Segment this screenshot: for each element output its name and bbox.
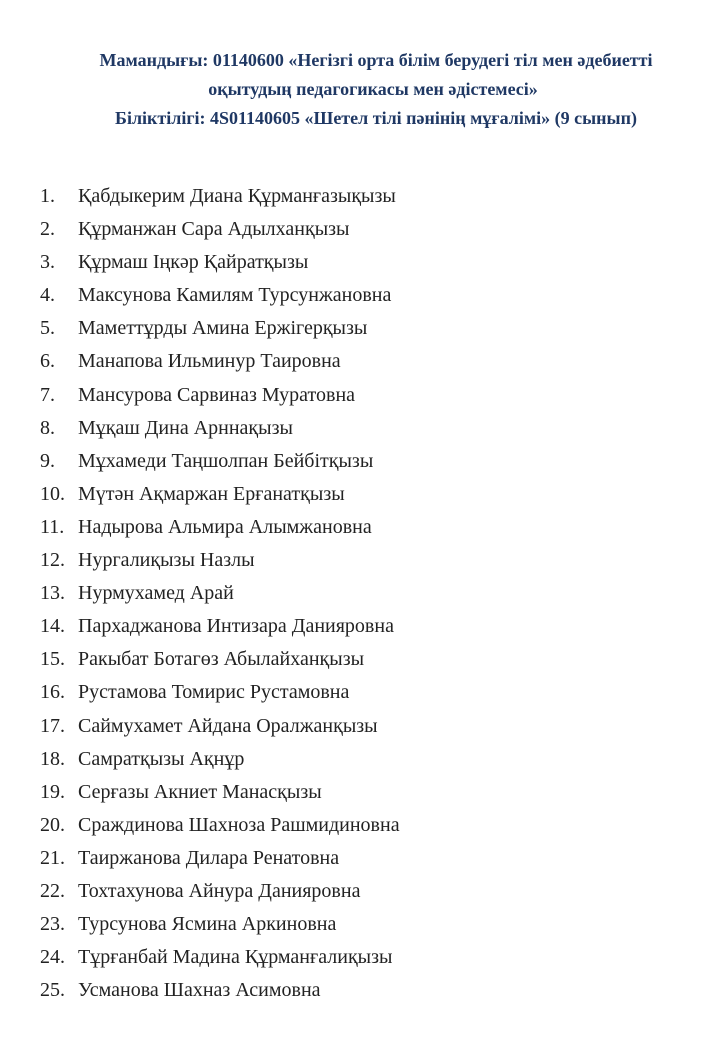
list-item [40,974,400,1007]
student-name: Нурмухамед Арай [78,582,234,605]
list-item [40,213,400,246]
list-item [40,246,400,279]
list-item [40,610,400,643]
list-item-number: 13. [40,582,65,605]
list-item [40,875,400,908]
list-item [40,312,400,345]
list-item-number: 3. [40,251,55,274]
student-name: Серғазы Акниет Манасқызы [78,780,322,803]
list-item [40,445,400,478]
list-item-number: 12. [40,549,65,572]
list-item [40,577,400,610]
list-item [40,412,400,445]
student-name: Рустамова Томирис Рустамовна [78,681,350,704]
student-name: Саймухамет Айдана Оралжанқызы [78,714,378,737]
list-item-number: 11. [40,515,65,538]
list-item-number: 16. [40,681,65,704]
list-item [40,842,400,875]
list-item-number: 25. [40,979,65,1002]
list-item [40,710,400,743]
student-name: Максунова Камилям Турсунжановна [78,284,392,307]
student-name: Тұрғанбай Мадина Құрманғалиқызы [78,946,393,969]
list-item-number: 21. [40,846,65,869]
list-item-number: 6. [40,350,55,373]
student-name: Самратқызы Ақнұр [78,747,245,770]
student-name: Надырова Альмира Алымжановна [78,515,372,538]
list-item [40,743,400,776]
student-list [40,180,400,1007]
list-item [40,776,400,809]
student-name: Турсунова Ясмина Аркиновна [78,913,337,936]
list-item [40,809,400,842]
student-name: Мұқаш Дина Арннақызы [78,416,293,439]
list-item-number: 7. [40,383,55,406]
qualification-line: Біліктілігі: 4S01140605 «Шетел тілі пәнінің мұғалімі» (9 сынып) [115,108,637,128]
list-item-number: 23. [40,913,65,936]
list-item [40,478,400,511]
list-item-number: 10. [40,482,65,505]
list-item-number: 4. [40,284,55,307]
list-item [40,511,400,544]
list-item-number: 19. [40,780,65,803]
list-item-number: 17. [40,714,65,737]
student-name: Қабдыкерим Диана Құрманғазықызы [78,185,396,207]
list-item [40,643,400,676]
list-item-number: 1. [40,185,55,207]
list-item [40,379,400,412]
student-name: Мүтән Ақмаржан Ерғанатқызы [78,482,345,505]
list-item-number: 15. [40,648,65,671]
list-item-number: 5. [40,317,55,340]
list-item-number: 24. [40,946,65,969]
student-name: Таиржанова Дилара Ренатовна [78,846,340,869]
student-name: Пархаджанова Интизара Данияровна [78,615,394,638]
student-name: Құрмаш Іңкәр Қайратқызы [78,251,309,274]
list-item-number: 14. [40,615,65,638]
list-item [40,908,400,941]
list-item [40,544,400,577]
student-name: Тохтахунова Айнура Данияровна [78,879,361,902]
list-item [40,941,400,974]
student-name: Мансурова Сарвиназ Муратовна [78,383,356,406]
list-item-number: 9. [40,449,55,472]
list-item [40,345,400,378]
student-name: Ракыбат Ботагөз Абылайханқызы [78,648,365,671]
specialty-line-1: Мамандығы: 01140600 «Негізгі орта білім берудегі тіл мен әдебиетті [99,50,653,70]
list-item [40,180,400,213]
student-name: Усманова Шахназ Асимовна [78,979,321,1002]
list-item [40,279,400,312]
student-name: Маметтұрды Амина Ержігерқызы [78,317,368,340]
student-name: Манапова Ильминур Таировна [78,350,341,373]
student-name: Нургалиқызы Назлы [78,549,255,572]
student-name: Мұхамеди Таңшолпан Бейбітқызы [78,449,374,472]
specialty-line-2: оқытудың педагогикасы мен әдістемесі» [208,79,538,99]
document-header [0,46,720,133]
student-name: Құрманжан Сара Адылханқызы [78,218,350,241]
list-item-number: 2. [40,218,55,241]
list-item [40,676,400,709]
student-name: Сраждинова Шахноза Рашмидиновна [78,813,400,836]
list-item-number: 18. [40,747,65,770]
list-item-number: 20. [40,813,65,836]
list-item-number: 8. [40,416,55,439]
list-item-number: 22. [40,879,65,902]
